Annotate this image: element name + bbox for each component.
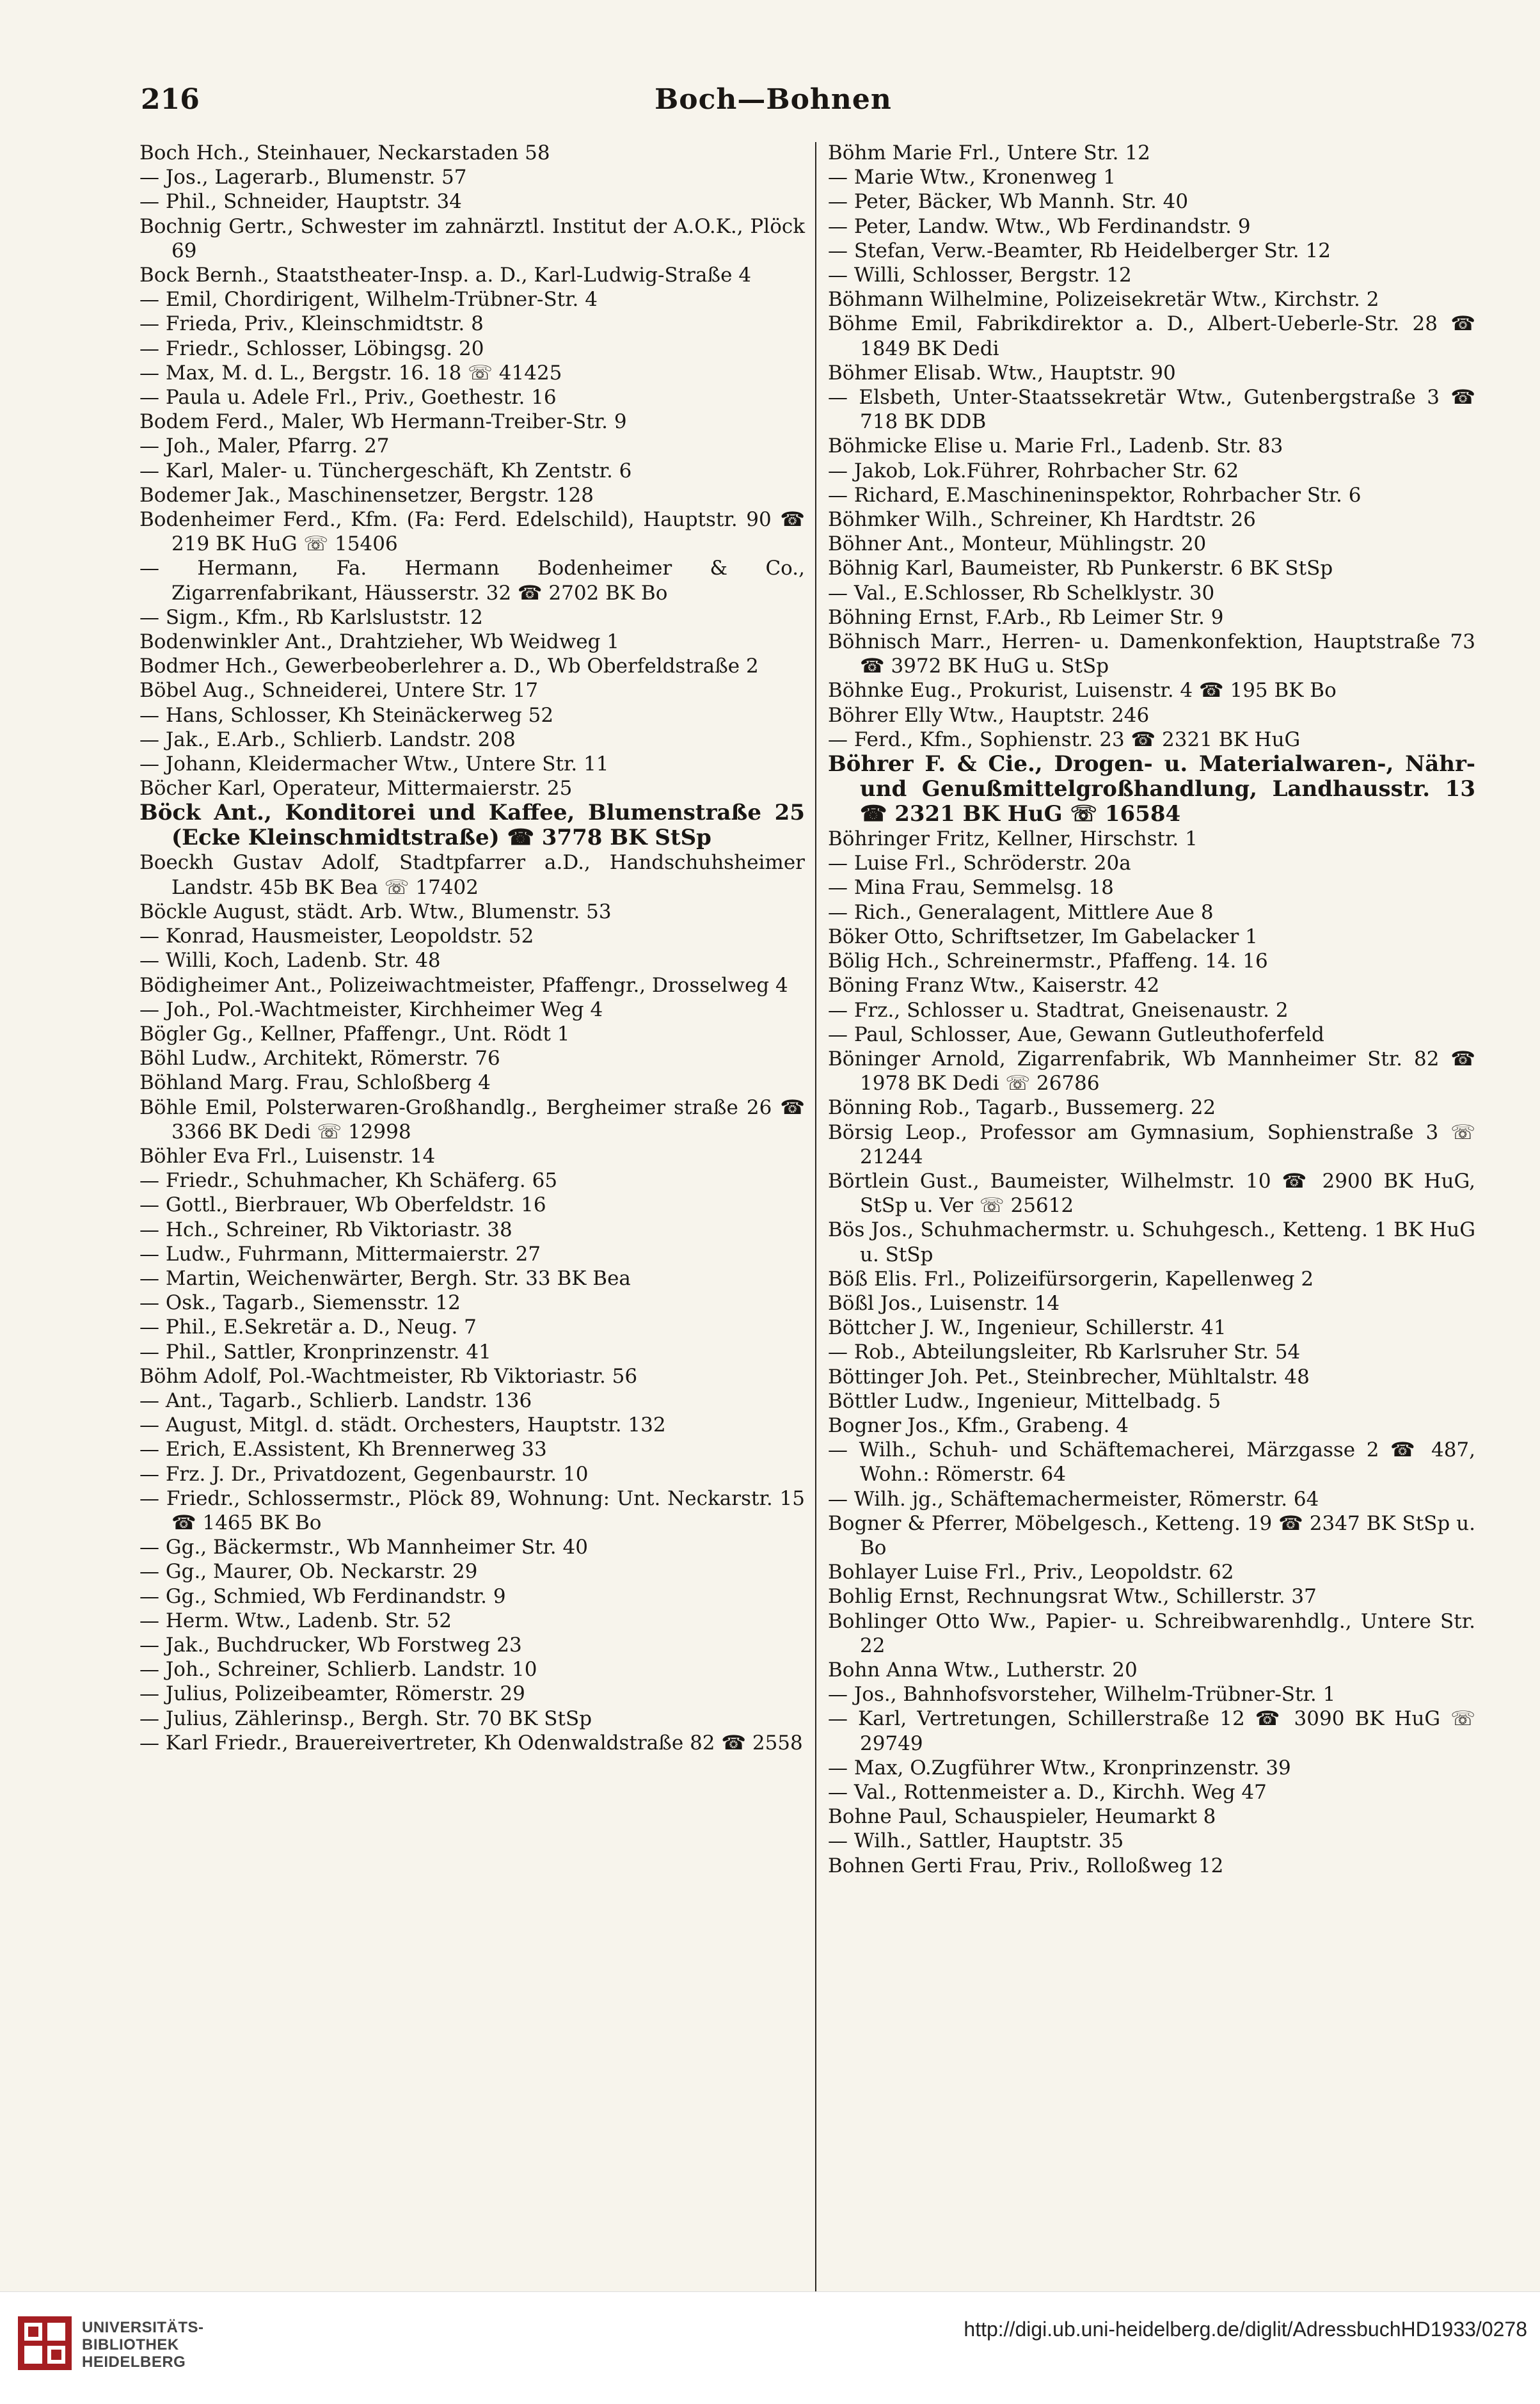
directory-entry: — Sigm., Kfm., Rb Karlsluststr. 12 [139,605,483,629]
directory-entry: — Hans, Schlosser, Kh Steinäckerweg 52 [139,703,554,727]
directory-entry: Bös Jos., Schuhmachermstr. u. Schuhgesch., Ketteng. 1 BK HuG u. StSp [828,1218,1475,1266]
directory-entry: — Jak., E.Arb., Schlierb. Landstr. 208 [139,728,516,751]
directory-entry: — Joh., Pol.-Wachtmeister, Kirchheimer Weg 4 [139,998,603,1021]
directory-entry: — Rob., Abteilungsleiter, Rb Karlsruher Str. 54 [828,1341,1301,1364]
left-column [139,141,805,1755]
directory-entry: Böhning Ernst, F.Arb., Rb Leimer Str. 9 [828,605,1224,629]
directory-entry: — Marie Wtw., Kronenweg 1 [828,166,1116,189]
directory-entry: — Rich., Generalagent, Mittlere Aue 8 [828,900,1214,924]
directory-entry: Böhmann Wilhelmine, Polizeisekretär Wtw., Kirchstr. 2 [828,288,1379,312]
column-divider [815,142,816,2311]
page-number: 216 [141,83,200,116]
directory-entry: — Wilh. jg., Schäftemachermeister, Römerstr. 64 [828,1487,1319,1511]
directory-entry: — Friedr., Schuhmacher, Kh Schäferg. 65 [139,1169,558,1193]
right-column [828,141,1475,1878]
logo-line-1: UNIVERSITÄTS- [82,2319,204,2336]
directory-entry: Böhringer Fritz, Kellner, Hirschstr. 1 [828,827,1198,851]
directory-entry: Bodenwinkler Ant., Drahtzieher, Wb Weidweg 1 [139,630,620,654]
directory-entry: — Elsbeth, Unter-Staatssekretär Wtw., Gutenbergstraße 3 ☎ 718 BK DDB [828,386,1475,434]
directory-entry: — Mina Frau, Semmelsg. 18 [828,876,1114,900]
library-logo-text [82,2319,204,2371]
directory-entry: Böhnisch Marr., Herren- u. Damenkonfektion, Hauptstraße 73 ☎ 3972 BK HuG u. StSp [828,630,1475,678]
directory-entry: Böhl Ludw., Architekt, Römerstr. 76 [139,1047,500,1071]
directory-entry: — Max, O.Zugführer Wtw., Kronprinzenstr. 39 [828,1756,1291,1779]
library-emblem-icon [18,2316,72,2370]
directory-entry: — Ludw., Fuhrmann, Mittermaierstr. 27 [139,1242,541,1266]
directory-entry: Bodmer Hch., Gewerbeoberlehrer a. D., Wb Oberfeldstraße 2 [139,655,759,678]
directory-entry: — Martin, Weichenwärter, Bergh. Str. 33 BK Bea [139,1266,631,1290]
directory-entry: Böbel Aug., Schneiderei, Untere Str. 17 [139,679,539,703]
directory-entry: Böhler Eva Frl., Luisenstr. 14 [139,1144,436,1168]
directory-entry: Böninger Arnold, Zigarrenfabrik, Wb Mannheimer Str. 82 ☎ 1978 BK Dedi ☏ 26786 [828,1047,1475,1095]
directory-entry: Bodemer Jak., Maschinensetzer, Bergstr. 128 [139,483,594,507]
directory-entry: — Karl Friedr., Brauereivertreter, Kh Odenwaldstraße 82 ☎ 2558 [139,1731,803,1755]
directory-entry: — Stefan, Verw.-Beamter, Rb Heidelberger Str. 12 [828,239,1331,262]
directory-entry: — Peter, Bäcker, Wb Mannh. Str. 40 [828,190,1189,214]
directory-entry: Böhm Marie Frl., Untere Str. 12 [828,141,1150,164]
directory-entry: — Phil., Schneider, Hauptstr. 34 [139,190,462,214]
directory-entry: — Hermann, Fa. Hermann Bodenheimer & Co., Zigarrenfabrikant, Häusserstr. 32 ☎ 2702 BK Bo [139,557,805,605]
directory-entry: — Karl, Maler- u. Tünchergeschäft, Kh Zentstr. 6 [139,459,632,482]
directory-entry: Böhmer Elisab. Wtw., Hauptstr. 90 [828,361,1176,385]
directory-entry: — Willi, Schlosser, Bergstr. 12 [828,264,1132,287]
directory-entry: — Max, M. d. L., Bergstr. 16. 18 ☏ 41425 [139,361,562,385]
directory-entry: — Paul, Schlosser, Aue, Gewann Gutleuthoferfeld [828,1023,1324,1046]
directory-entry: Böhmicke Elise u. Marie Frl., Ladenb. Str. 83 [828,434,1283,458]
directory-entry: — Peter, Landw. Wtw., Wb Ferdinandstr. 9 [828,214,1251,238]
directory-entry: Börtlein Gust., Baumeister, Wilhelmstr. 10 ☎ 2900 BK HuG, StSp u. Ver ☏ 25612 [828,1169,1475,1218]
directory-entry: — Val., Rottenmeister a. D., Kirchh. Weg 47 [828,1781,1267,1804]
directory-entry: Böttcher J. W., Ingenieur, Schillerstr. 41 [828,1316,1226,1340]
directory-entry: — Hch., Schreiner, Rb Viktoriastr. 38 [139,1218,512,1241]
directory-entry: Böß Elis. Frl., Polizeifürsorgerin, Kapellenweg 2 [828,1267,1314,1291]
directory-entry: Bohne Paul, Schauspieler, Heumarkt 8 [828,1805,1216,1829]
directory-entry: — Paula u. Adele Frl., Priv., Goethestr. 16 [139,386,557,410]
running-head: Boch—Bohnen [655,83,892,116]
directory-entry: Bohlayer Luise Frl., Priv., Leopoldstr. 62 [828,1561,1234,1584]
directory-entry: — Emil, Chordirigent, Wilhelm-Trübner-Str. 4 [139,288,598,312]
directory-entry: — August, Mitgl. d. städt. Orchesters, Hauptstr. 132 [139,1413,666,1437]
directory-entry: — Julius, Zählerinsp., Bergh. Str. 70 BK StSp [139,1707,592,1730]
directory-entry: — Jos., Lagerarb., Blumenstr. 57 [139,166,467,189]
directory-entry: — Jos., Bahnhofsvorsteher, Wilhelm-Trübner-Str. 1 [828,1683,1336,1707]
page-header [141,83,1406,128]
directory-entry: Bödigheimer Ant., Polizeiwachtmeister, Pfaffengr., Drosselweg 4 [139,973,788,997]
directory-entry: Böker Otto, Schriftsetzer, Im Gabelacker 1 [828,925,1258,948]
directory-entry: — Jakob, Lok.Führer, Rohrbacher Str. 62 [828,459,1239,482]
directory-entry: — Johann, Kleidermacher Wtw., Untere Str. 11 [139,752,609,776]
directory-entry: — Gg., Schmied, Wb Ferdinandstr. 9 [139,1584,506,1608]
directory-entry: Bohlinger Otto Ww., Papier- u. Schreibwarenhdlg., Untere Str. 22 [828,1609,1475,1657]
directory-entry: — Ferd., Kfm., Sophienstr. 23 ☎ 2321 BK HuG [828,728,1301,751]
directory-entry: Böhmker Wilh., Schreiner, Kh Hardtstr. 26 [828,508,1256,532]
directory-entry: Boch Hch., Steinhauer, Neckarstaden 58 [139,141,550,164]
directory-entry: Bogner Jos., Kfm., Grabeng. 4 [828,1413,1129,1437]
directory-entry: — Wilh., Schuh- und Schäftemacherei, Märzgasse 2 ☎ 487, Wohn.: Römerstr. 64 [828,1438,1475,1486]
directory-entry: Bölig Hch., Schreinermstr., Pfaffeng. 14. 16 [828,950,1268,973]
directory-entry: — Ant., Tagarb., Schlierb. Landstr. 136 [139,1389,532,1412]
directory-entry: — Val., E.Schlosser, Rb Schelklystr. 30 [828,581,1215,605]
directory-entry: — Konrad, Hausmeister, Leopoldstr. 52 [139,925,534,948]
directory-entry: — Luise Frl., Schröderstr. 20a [828,852,1131,875]
directory-entry: Böhnig Karl, Baumeister, Rb Punkerstr. 6 BK StSp [828,557,1333,580]
directory-entry: Bochnig Gertr., Schwester im zahnärztl. Institut der A.O.K., Plöck 69 [139,214,805,262]
directory-entry: — Wilh., Sattler, Hauptstr. 35 [828,1829,1124,1853]
directory-entry: Bößl Jos., Luisenstr. 14 [828,1291,1060,1315]
directory-entry: — Julius, Polizeibeamter, Römerstr. 29 [139,1682,525,1706]
directory-entry: Böhle Emil, Polsterwaren-Großhandlg., Bergheimer straße 26 ☎ 3366 BK Dedi ☏ 12998 [139,1095,805,1143]
directory-entry: — Richard, E.Maschineninspektor, Rohrbacher Str. 6 [828,483,1361,507]
viewer-footer [0,2291,1540,2404]
directory-entry: — Frz. J. Dr., Privatdozent, Gegenbaurstr. 10 [139,1462,589,1486]
directory-entry: Böhm Adolf, Pol.-Wachtmeister, Rb Viktoriastr. 56 [139,1364,638,1388]
directory-entry: Böckle August, städt. Arb. Wtw., Blumenstr. 53 [139,900,612,923]
directory-entry: Böhrer F. & Cie., Drogen- u. Materialwaren-, Nähr- und Genußmittelgroßhandlung, Landhausstr. 13 ☎ 2321 BK HuG ☏ 16584 [828,751,1475,827]
directory-entry: Bohn Anna Wtw., Lutherstr. 20 [828,1658,1138,1682]
directory-entry: Boeckh Gustav Adolf, Stadtpfarrer a.D., Handschuhsheimer Landstr. 45b BK Bea ☏ 17402 [139,851,805,899]
directory-entry: Bögler Gg., Kellner, Pfaffengr., Unt. Rödt 1 [139,1022,570,1046]
directory-entry: Bodenheimer Ferd., Kfm. (Fa: Ferd. Edelschild), Hauptstr. 90 ☎ 219 BK HuG ☏ 15406 [139,508,805,556]
directory-entry: — Friedr., Schlosser, Löbingsg. 20 [139,337,484,360]
directory-entry: — Osk., Tagarb., Siemensstr. 12 [139,1291,461,1315]
logo-line-2: BIBLIOTHEK [82,2336,179,2353]
directory-entry: — Frz., Schlosser u. Stadtrat, Gneisenaustr. 2 [828,998,1289,1022]
directory-entry: — Friedr., Schlossermstr., Plöck 89, Wohnung: Unt. Neckarstr. 15 ☎ 1465 BK Bo [139,1486,805,1534]
directory-entry: Bock Bernh., Staatstheater-Insp. a. D., Karl-Ludwig-Straße 4 [139,264,752,287]
directory-entry: Bodem Ferd., Maler, Wb Hermann-Treiber-Str. 9 [139,410,627,434]
directory-entry: — Gg., Maurer, Ob. Neckarstr. 29 [139,1560,478,1584]
directory-entry: Böhland Marg. Frau, Schloßberg 4 [139,1071,491,1095]
directory-entry: — Herm. Wtw., Ladenb. Str. 52 [139,1609,452,1632]
directory-entry: — Phil., Sattler, Kronprinzenstr. 41 [139,1340,491,1364]
directory-entry: Böhrer Elly Wtw., Hauptstr. 246 [828,703,1150,727]
directory-entry: — Frieda, Priv., Kleinschmidtstr. 8 [139,312,484,336]
directory-entry: — Joh., Schreiner, Schlierb. Landstr. 10 [139,1658,537,1682]
directory-entry: — Gg., Bäckermstr., Wb Mannheimer Str. 40 [139,1536,588,1559]
directory-entry: — Jak., Buchdrucker, Wb Forstweg 23 [139,1633,522,1657]
directory-entry: — Karl, Vertretungen, Schillerstraße 12 ☎ 3090 BK HuG ☏ 29749 [828,1707,1475,1755]
directory-entry: Böcher Karl, Operateur, Mittermaierstr. 25 [139,777,573,800]
directory-entry: Bogner & Pferrer, Möbelgesch., Ketteng. 19 ☎ 2347 BK StSp u. Bo [828,1511,1475,1559]
directory-entry: — Erich, E.Assistent, Kh Brennerweg 33 [139,1438,547,1461]
directory-entry: Börsig Leop., Professor am Gymnasium, Sophienstraße 3 ☏ 21244 [828,1120,1475,1168]
directory-entry: Böning Franz Wtw., Kaiserstr. 42 [828,974,1160,998]
directory-entry: — Willi, Koch, Ladenb. Str. 48 [139,949,441,973]
directory-entry: Böhner Ant., Monteur, Mühlingstr. 20 [828,532,1207,556]
library-logo[interactable] [18,2316,210,2387]
directory-entry: Böck Ant., Konditorei und Kaffee, Blumenstraße 25 (Ecke Kleinschmidtstraße) ☎ 3778 BK StSp [139,800,805,851]
directory-entry: — Phil., E.Sekretär a. D., Neug. 7 [139,1316,477,1339]
directory-entry: Bohnen Gerti Frau, Priv., Rolloßweg 12 [828,1854,1224,1877]
directory-entry: Böhme Emil, Fabrikdirektor a. D., Albert-Ueberle-Str. 28 ☎ 1849 BK Dedi [828,312,1475,360]
directory-entry: Bohlig Ernst, Rechnungsrat Wtw., Schillerstr. 37 [828,1585,1317,1609]
directory-entry: — Joh., Maler, Pfarrg. 27 [139,434,390,458]
directory-entry: Böhnke Eug., Prokurist, Luisenstr. 4 ☎ 195 BK Bo [828,679,1337,703]
directory-entry: Böttler Ludw., Ingenieur, Mittelbadg. 5 [828,1389,1221,1413]
directory-entry: Bönning Rob., Tagarb., Bussemerg. 22 [828,1096,1216,1120]
directory-entry: Böttinger Joh. Pet., Steinbrecher, Mühltalstr. 48 [828,1365,1310,1389]
source-url[interactable]: http://digi.ub.uni-heidelberg.de/diglit/AdressbuchHD1933/0278 [964,2318,1527,2341]
logo-line-3: HEIDELBERG [82,2353,186,2371]
directory-entry: — Gottl., Bierbrauer, Wb Oberfeldstr. 16 [139,1193,546,1217]
